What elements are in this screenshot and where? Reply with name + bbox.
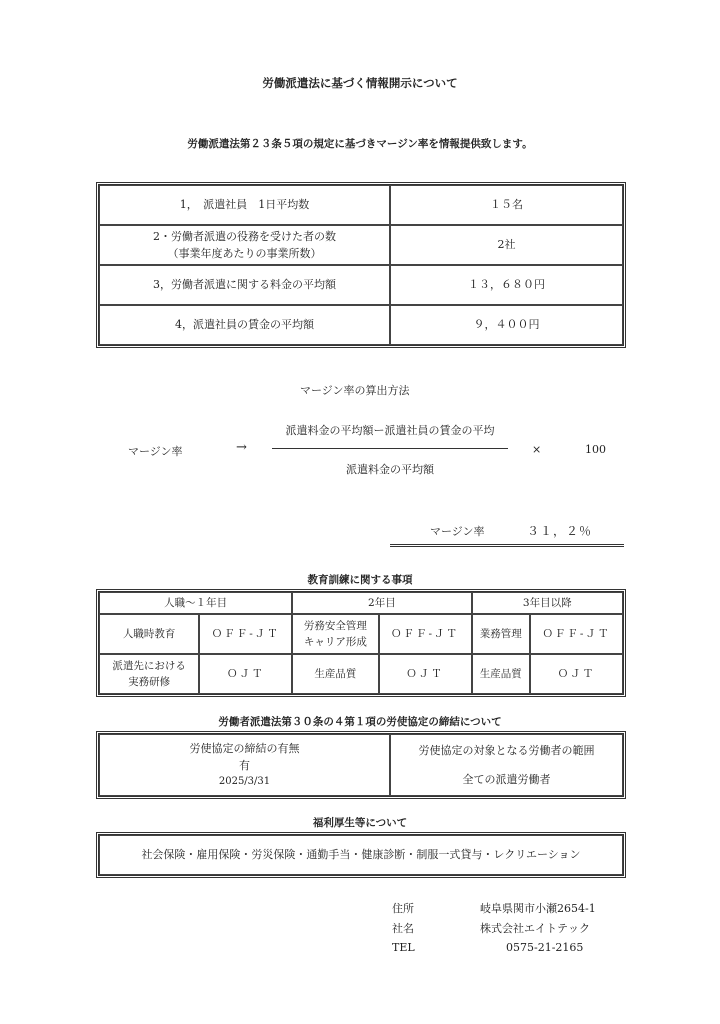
training-cell-line: 人職時教育 [122,627,176,640]
training-method [530,614,623,654]
table-row [99,654,623,694]
summary-table [96,182,626,348]
training-topic [472,654,530,694]
training-cell-line: ＯＪＴ [557,667,596,680]
table-row [99,225,623,265]
company-address-value: 岐阜県関市小瀬2654-1 [480,902,596,915]
margin-rate-value: ３１，２％ [527,524,593,538]
training-method [199,654,292,694]
table-row [99,614,623,654]
training-cell-line: ＯＪＴ [406,667,444,680]
summary-value: １３，６８０円 [390,265,623,305]
welfare-content: 社会保険・雇用保険・労災保険・通勤手当・健康診断・制服一式貸与・レクリエーション [99,835,623,875]
training-topic [99,614,199,654]
training-header: 3年目以降 [472,592,623,614]
agreement-right-heading: 労使協定の対象となる労働者の範囲 [418,743,595,757]
formula-heading: マージン率の算出方法 [300,384,410,397]
training-cell-line: 業務管理 [479,627,522,640]
training-cell-line: 生産品質 [479,667,522,680]
agreement-table [96,731,626,799]
summary-label: 4，派遣社員の賃金の平均額 [99,305,390,345]
training-topic [292,654,378,694]
training-table [96,589,626,697]
summary-label-line: （事業年度あたりの事業所数） [167,247,322,260]
agreement-left-heading: 労使協定の締結の有無 [189,742,300,756]
training-cell-line: ＯＪＴ [226,667,265,680]
training-cell-line: 労務安全管理 [303,619,367,632]
training-header: 人職～１年目 [99,592,292,614]
margin-rate-label: マージン率 [430,525,485,538]
agreement-right-value: 全ての派遣労働者 [462,773,551,786]
training-cell-line: ＯＦＦ-ＪＴ [391,627,460,640]
summary-label [99,225,390,265]
welfare-table [96,832,626,878]
welfare-title: 福利厚生等について [312,817,408,829]
training-cell-line: キャリア形成 [303,636,367,648]
training-method [530,654,623,694]
margin-rate-underline [390,544,624,547]
fraction-line [272,448,508,449]
intro-text: 労働派遣法第２３条５項の規定に基づきマージン率を情報提供致します。 [187,138,533,150]
training-topic [292,614,378,654]
training-topic [99,654,199,694]
agreement-left-value: 有 [239,759,250,773]
summary-label-line: 2・労働者派遣の役務を受けた者の数 [153,229,336,243]
table-header-row [99,592,623,614]
times-icon: × [532,443,542,456]
training-topic [472,614,530,654]
company-tel-label: TEL [392,941,415,954]
company-name-label: 社名 [392,922,414,935]
agreement-left-date: 2025/3/31 [218,776,271,788]
table-row [99,185,623,225]
agreement-right-cell [390,734,623,796]
arrow-icon: → [236,440,247,455]
company-address-label: 住所 [392,902,414,915]
summary-label: 3，労働者派遣に関する料金の平均額 [99,265,390,305]
training-cell-line: ＯＦＦ-ＪＴ [542,627,611,640]
page-title: 労働派遣法に基づく情報開示について [262,76,458,90]
summary-value: ９，４００円 [390,305,623,345]
table-row [99,265,623,305]
formula-denominator: 派遣料金の平均額 [346,463,434,476]
training-cell-line: 派遣先における [112,659,186,672]
training-method [379,654,472,694]
training-cell-line: 実務研修 [128,676,171,688]
summary-label: 1， 派遣社員 1日平均数 [99,185,390,225]
training-title: 教育訓練に関する事項 [307,574,413,586]
formula-multiplier: 100 [585,443,606,456]
agreement-left-cell [99,734,390,796]
training-cell-line: ＯＦＦ-ＪＴ [211,627,280,640]
training-header: 2年目 [292,592,471,614]
company-name-value: 株式会社エイトテック [480,922,590,935]
training-method [379,614,472,654]
formula-numerator: 派遣料金の平均額ー派遣社員の賃金の平均 [285,424,495,437]
agreement-title: 労働者派遣法第３０条の４第１項の労使協定の締結について [218,716,502,728]
formula-label: マージン率 [128,445,183,458]
table-row [99,835,623,875]
table-row [99,305,623,345]
training-method [199,614,292,654]
summary-value: 2社 [390,225,623,265]
summary-value: １５名 [390,185,623,225]
table-row [99,734,623,796]
company-tel-value: 0575-21-2165 [506,941,584,954]
training-cell-line: 生産品質 [314,667,357,680]
